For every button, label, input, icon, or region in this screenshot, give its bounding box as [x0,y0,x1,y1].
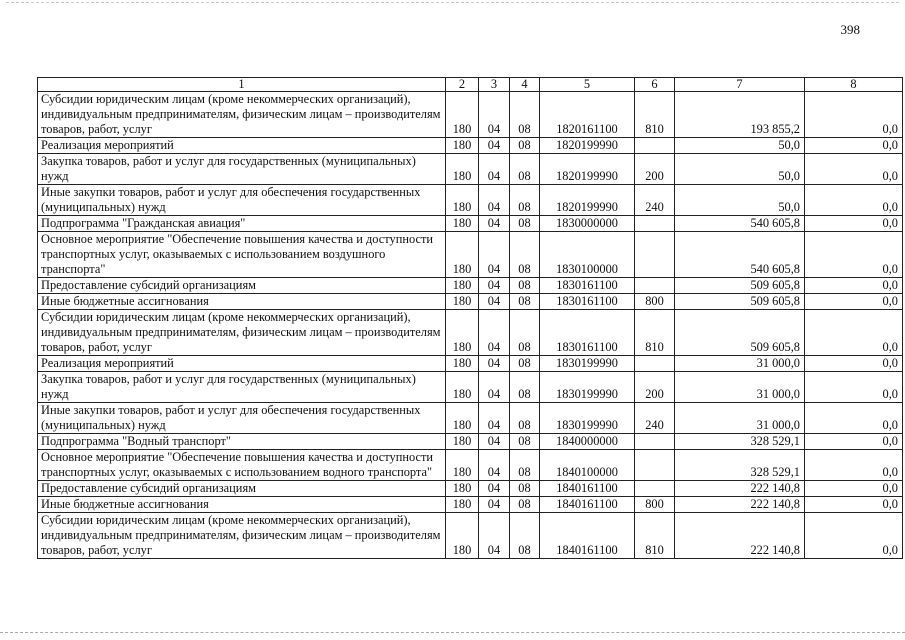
row-code-cell: 240 [635,185,675,216]
row-amount-cell: 509 605,8 [675,310,805,356]
row-code-cell: 04 [479,92,510,138]
row-amount-cell: 222 140,8 [675,481,805,497]
row-code-cell: 08 [510,497,540,513]
row-name-cell: Подпрограмма "Гражданская авиация" [38,216,446,232]
row-amount-cell: 193 855,2 [675,92,805,138]
row-code-cell: 08 [510,92,540,138]
row-code-cell: 180 [446,278,479,294]
row-code-cell: 04 [479,356,510,372]
row-code-cell: 180 [446,513,479,559]
row-code-cell: 800 [635,294,675,310]
row-code-cell: 04 [479,278,510,294]
row-code-cell: 04 [479,403,510,434]
row-code-cell: 180 [446,497,479,513]
table-row [38,497,903,513]
row-code-cell: 180 [446,154,479,185]
row-code-cell [635,434,675,450]
row-code-cell: 04 [479,154,510,185]
row-amount-cell: 0,0 [805,450,903,481]
row-name-cell: Закупка товаров, работ и услуг для государственных (муниципальных) нужд [38,372,446,403]
row-code-cell: 1830161100 [540,294,635,310]
row-name-cell: Иные закупки товаров, работ и услуг для обеспечения государственных (муниципальных) нужд [38,185,446,216]
row-code-cell: 04 [479,450,510,481]
row-amount-cell: 50,0 [675,185,805,216]
row-code-cell: 180 [446,450,479,481]
budget-table [37,77,903,559]
row-code-cell: 08 [510,434,540,450]
table-header-row [38,78,903,92]
row-code-cell: 04 [479,513,510,559]
row-amount-cell: 0,0 [805,372,903,403]
table-row [38,138,903,154]
row-amount-cell: 0,0 [805,232,903,278]
header-cell: 6 [635,78,675,92]
row-amount-cell: 0,0 [805,154,903,185]
row-code-cell: 1830161100 [540,310,635,356]
row-name-cell: Закупка товаров, работ и услуг для государственных (муниципальных) нужд [38,154,446,185]
row-code-cell: 04 [479,310,510,356]
table-row [38,185,903,216]
header-cell: 5 [540,78,635,92]
table-row [38,356,903,372]
row-code-cell: 08 [510,154,540,185]
row-amount-cell: 0,0 [805,216,903,232]
row-amount-cell: 0,0 [805,278,903,294]
row-code-cell [635,450,675,481]
row-code-cell: 800 [635,497,675,513]
row-amount-cell: 31 000,0 [675,372,805,403]
row-amount-cell: 0,0 [805,481,903,497]
row-code-cell: 180 [446,481,479,497]
row-amount-cell: 222 140,8 [675,513,805,559]
row-code-cell: 1820161100 [540,92,635,138]
row-amount-cell: 0,0 [805,92,903,138]
row-code-cell: 08 [510,216,540,232]
row-code-cell: 1820199990 [540,138,635,154]
row-amount-cell: 328 529,1 [675,450,805,481]
row-code-cell: 200 [635,154,675,185]
table-row [38,232,903,278]
table-row [38,92,903,138]
scan-edge-top [6,2,899,3]
row-code-cell [635,481,675,497]
row-code-cell: 180 [446,294,479,310]
row-code-cell: 04 [479,216,510,232]
row-code-cell: 1840000000 [540,434,635,450]
table-row [38,372,903,403]
row-amount-cell: 0,0 [805,294,903,310]
row-name-cell: Основное мероприятие "Обеспечение повышения качества и доступности транспортных услуг, оказываемых с использованием водного транспорта" [38,450,446,481]
row-code-cell [635,278,675,294]
header-cell: 2 [446,78,479,92]
row-amount-cell: 540 605,8 [675,216,805,232]
row-code-cell: 180 [446,92,479,138]
row-code-cell: 1820199990 [540,154,635,185]
row-code-cell: 1830199990 [540,356,635,372]
row-amount-cell: 0,0 [805,356,903,372]
row-amount-cell: 509 605,8 [675,278,805,294]
row-code-cell: 08 [510,403,540,434]
row-name-cell: Реализация мероприятий [38,138,446,154]
row-amount-cell: 0,0 [805,403,903,434]
row-code-cell: 04 [479,481,510,497]
row-name-cell: Иные бюджетные ассигнования [38,497,446,513]
table-row [38,310,903,356]
row-code-cell: 180 [446,372,479,403]
row-code-cell: 240 [635,403,675,434]
row-code-cell: 810 [635,310,675,356]
row-code-cell: 08 [510,481,540,497]
row-code-cell: 08 [510,138,540,154]
row-name-cell: Реализация мероприятий [38,356,446,372]
row-code-cell: 180 [446,310,479,356]
row-code-cell: 04 [479,434,510,450]
row-amount-cell: 0,0 [805,513,903,559]
row-code-cell: 810 [635,513,675,559]
row-code-cell: 1840100000 [540,450,635,481]
row-amount-cell: 0,0 [805,497,903,513]
header-cell: 4 [510,78,540,92]
row-name-cell: Субсидии юридическим лицам (кроме некоммерческих организаций), индивидуальным предпринимателям, физическим лицам – производителям товаров, работ, услуг [38,310,446,356]
row-code-cell: 08 [510,450,540,481]
row-amount-cell: 222 140,8 [675,497,805,513]
row-amount-cell: 50,0 [675,138,805,154]
table-row [38,294,903,310]
header-cell: 8 [805,78,903,92]
row-code-cell: 08 [510,372,540,403]
row-code-cell: 180 [446,232,479,278]
table-row [38,434,903,450]
row-code-cell: 08 [510,310,540,356]
header-cell: 1 [38,78,446,92]
row-name-cell: Иные закупки товаров, работ и услуг для обеспечения государственных (муниципальных) нужд [38,403,446,434]
row-amount-cell: 540 605,8 [675,232,805,278]
scan-edge-bottom [0,632,905,633]
table-row [38,450,903,481]
row-code-cell: 08 [510,278,540,294]
table-row [38,481,903,497]
row-code-cell: 1830199990 [540,403,635,434]
row-amount-cell: 0,0 [805,310,903,356]
header-cell: 7 [675,78,805,92]
row-code-cell: 08 [510,356,540,372]
row-code-cell: 04 [479,232,510,278]
table-row [38,216,903,232]
row-name-cell: Субсидии юридическим лицам (кроме некоммерческих организаций), индивидуальным предпринимателям, физическим лицам – производителям товаров, работ, услуг [38,92,446,138]
row-code-cell [635,216,675,232]
row-name-cell: Субсидии юридическим лицам (кроме некоммерческих организаций), индивидуальным предпринимателям, физическим лицам – производителям товаров, работ, услуг [38,513,446,559]
row-code-cell: 04 [479,497,510,513]
row-code-cell: 04 [479,294,510,310]
table-row [38,403,903,434]
row-code-cell [635,138,675,154]
row-code-cell: 08 [510,185,540,216]
row-amount-cell: 31 000,0 [675,403,805,434]
row-name-cell: Предоставление субсидий организациям [38,278,446,294]
row-code-cell: 1840161100 [540,481,635,497]
row-code-cell [635,232,675,278]
row-code-cell: 180 [446,216,479,232]
row-code-cell: 08 [510,513,540,559]
row-name-cell: Основное мероприятие "Обеспечение повышения качества и доступности транспортных услуг, оказываемых с использованием воздушного транспорта" [38,232,446,278]
row-code-cell: 04 [479,372,510,403]
table-row [38,513,903,559]
row-code-cell: 180 [446,403,479,434]
row-amount-cell: 0,0 [805,185,903,216]
row-code-cell: 08 [510,232,540,278]
row-code-cell: 1830199990 [540,372,635,403]
header-cell: 3 [479,78,510,92]
row-code-cell [635,356,675,372]
row-name-cell: Иные бюджетные ассигнования [38,294,446,310]
row-name-cell: Предоставление субсидий организациям [38,481,446,497]
row-code-cell: 1830000000 [540,216,635,232]
row-code-cell: 180 [446,434,479,450]
table-row [38,154,903,185]
row-amount-cell: 50,0 [675,154,805,185]
row-code-cell: 08 [510,294,540,310]
row-code-cell: 810 [635,92,675,138]
row-amount-cell: 0,0 [805,138,903,154]
row-code-cell: 180 [446,185,479,216]
row-code-cell: 200 [635,372,675,403]
page-number: 398 [840,22,860,37]
row-name-cell: Подпрограмма "Водный транспорт" [38,434,446,450]
row-code-cell: 1820199990 [540,185,635,216]
row-amount-cell: 0,0 [805,434,903,450]
row-code-cell: 1840161100 [540,513,635,559]
row-code-cell: 180 [446,138,479,154]
row-code-cell: 1830161100 [540,278,635,294]
row-amount-cell: 31 000,0 [675,356,805,372]
row-amount-cell: 509 605,8 [675,294,805,310]
row-amount-cell: 328 529,1 [675,434,805,450]
row-code-cell: 04 [479,185,510,216]
row-code-cell: 180 [446,356,479,372]
row-code-cell: 1840161100 [540,497,635,513]
table-row [38,278,903,294]
row-code-cell: 1830100000 [540,232,635,278]
row-code-cell: 04 [479,138,510,154]
